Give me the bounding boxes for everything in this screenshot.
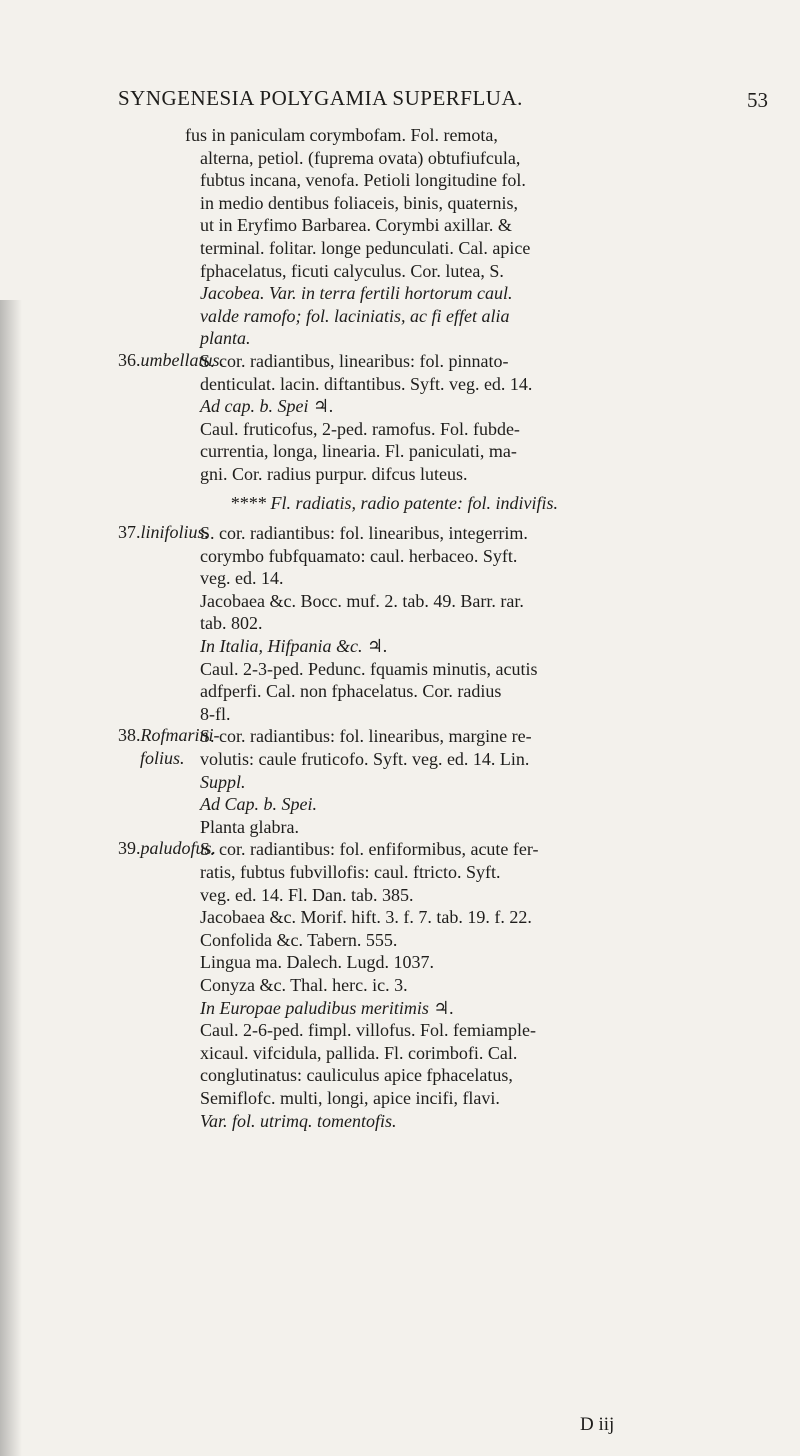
text-line: S. cor. radiantibus: fol. linearibus, integerrim. [200, 523, 528, 544]
text-line: veg. ed. 14. [200, 568, 284, 589]
text-line: currentia, longa, linearia. Fl. paniculati, ma- [200, 441, 517, 462]
signature-mark: D iij [580, 1414, 615, 1435]
species-epithet: umbellatus. [140, 349, 224, 370]
species-label-cont: folius. [140, 748, 185, 769]
text-line: veg. ed. 14. Fl. Dan. tab. 385. [200, 884, 414, 905]
text-line: fphacelatus, ficuti calyculus. Cor. lutea, S. [200, 260, 504, 281]
species-epithet: Rofmarini- [140, 725, 220, 746]
text-line: gni. Cor. radius purpur. difcus luteus. [200, 463, 468, 484]
text-line: Jacobea. Var. in terra fertili hortorum caul. [200, 283, 513, 304]
text-line: adfperfi. Cal. non fphacelatus. Cor. radius [200, 681, 502, 702]
text-line: S. cor. radiantibus: fol. linearibus, margine re- [200, 726, 532, 747]
text-line: S. cor. radiantibus, linearibus: fol. pinnato- [200, 350, 509, 371]
species-label [118, 838, 216, 859]
text-line: S. cor. radiantibus: fol. enfiformibus, acute fer- [200, 839, 539, 860]
text-line: Caul. 2-6-ped. fimpl. villofus. Fol. femiample- [200, 1020, 536, 1041]
text-line: In Europae paludibus meritimis ♃. [200, 997, 454, 1018]
text-line: Ad Cap. b. Spei. [200, 794, 317, 815]
species-number: 39. [118, 838, 141, 859]
text-line: terminal. folitar. longe pedunculati. Cal. apice [200, 237, 531, 258]
text-line: ratis, fubtus fubvillofis: caul. ftricto. Syft. [200, 862, 501, 882]
entry-rosmarinifolius [0, 725, 800, 838]
text-line: Caul. 2-3-ped. Pedunc. fquamis minutis, acutis [200, 658, 538, 679]
text-line: Caul. fruticofus, 2-ped. ramofus. Fol. fubde- [200, 418, 520, 439]
species-label [118, 350, 224, 371]
text-line: alterna, petiol. (fuprema ovata) obtufiufcula, [200, 147, 521, 168]
page-number: 53 [747, 88, 768, 112]
text-line: Conyza &c. Thal. herc. ic. 3. [200, 974, 408, 995]
text-line: ut in Eryfimo Barbarea. Corymbi axillar. & [200, 215, 512, 236]
text-line: In Italia, Hifpania &c. ♃. [200, 636, 388, 657]
species-epithet: paludofus. [140, 838, 217, 859]
text-line: valde ramofo; fol. laciniatis, ac fi effet alia [200, 305, 510, 326]
text-line: Lingua ma. Dalech. Lugd. 1037. [200, 952, 434, 973]
entry-paludosus [0, 838, 800, 1132]
page-header [118, 86, 768, 120]
text-line: Confolida &c. Tabern. 555. [200, 929, 398, 950]
text-line: Planta glabra. [200, 816, 299, 837]
text-line: xicaul. vifcidula, pallida. Fl. corimbofi. Cal. [200, 1042, 518, 1063]
entry-umbellatus [0, 350, 800, 514]
entry-linifolius [0, 522, 800, 725]
text-line: 8-fl. [200, 703, 231, 724]
text-line: fubtus incana, venofa. Petioli longitudine fol. [200, 170, 526, 191]
text-line: corymbo fubfquamato: caul. herbaceo. Syft. [200, 545, 518, 566]
text-line: Ad cap. b. Spei ♃. [200, 396, 334, 417]
text-line: Jacobaea &c. Morif. hift. 3. f. 7. tab. 19. f. 22. [200, 907, 532, 928]
text-line: Var. fol. utrimq. tomentofis. [200, 1110, 397, 1131]
species-label [118, 725, 220, 746]
text-line: denticulat. lacin. diftantibus. Syft. veg. ed. 14. [200, 373, 533, 394]
section-heading: **** Fl. radiatis, radio patente: fol. indivifis. [230, 492, 558, 513]
species-number: 38. [118, 725, 141, 746]
main-text [0, 124, 800, 1132]
text-line: volutis: caule fruticofo. Syft. veg. ed. 14. Lin. [200, 749, 530, 770]
species-number: 37. [118, 522, 141, 543]
text-line: fus in paniculam corymbofam. Fol. remota, [185, 125, 498, 145]
text-line: Suppl. [200, 771, 246, 792]
text-line: Semiflofc. multi, longi, apice incifi, flavi. [200, 1087, 500, 1108]
text-line: in medio dentibus foliaceis, binis, quaternis, [200, 192, 518, 213]
text-line: conglutinatus: cauliculus apice fphacelatus, [200, 1065, 513, 1086]
species-epithet: linifolius. [140, 522, 210, 543]
species-label [118, 522, 209, 543]
text-line: planta. [200, 328, 251, 349]
running-title: SYNGENESIA POLYGAMIA SUPERFLUA. [118, 86, 523, 110]
text-line: Jacobaea &c. Bocc. muf. 2. tab. 49. Barr. rar. [200, 590, 524, 611]
text-line: tab. 802. [200, 613, 263, 634]
entry-continuation [0, 124, 800, 350]
species-number: 36. [118, 349, 141, 370]
